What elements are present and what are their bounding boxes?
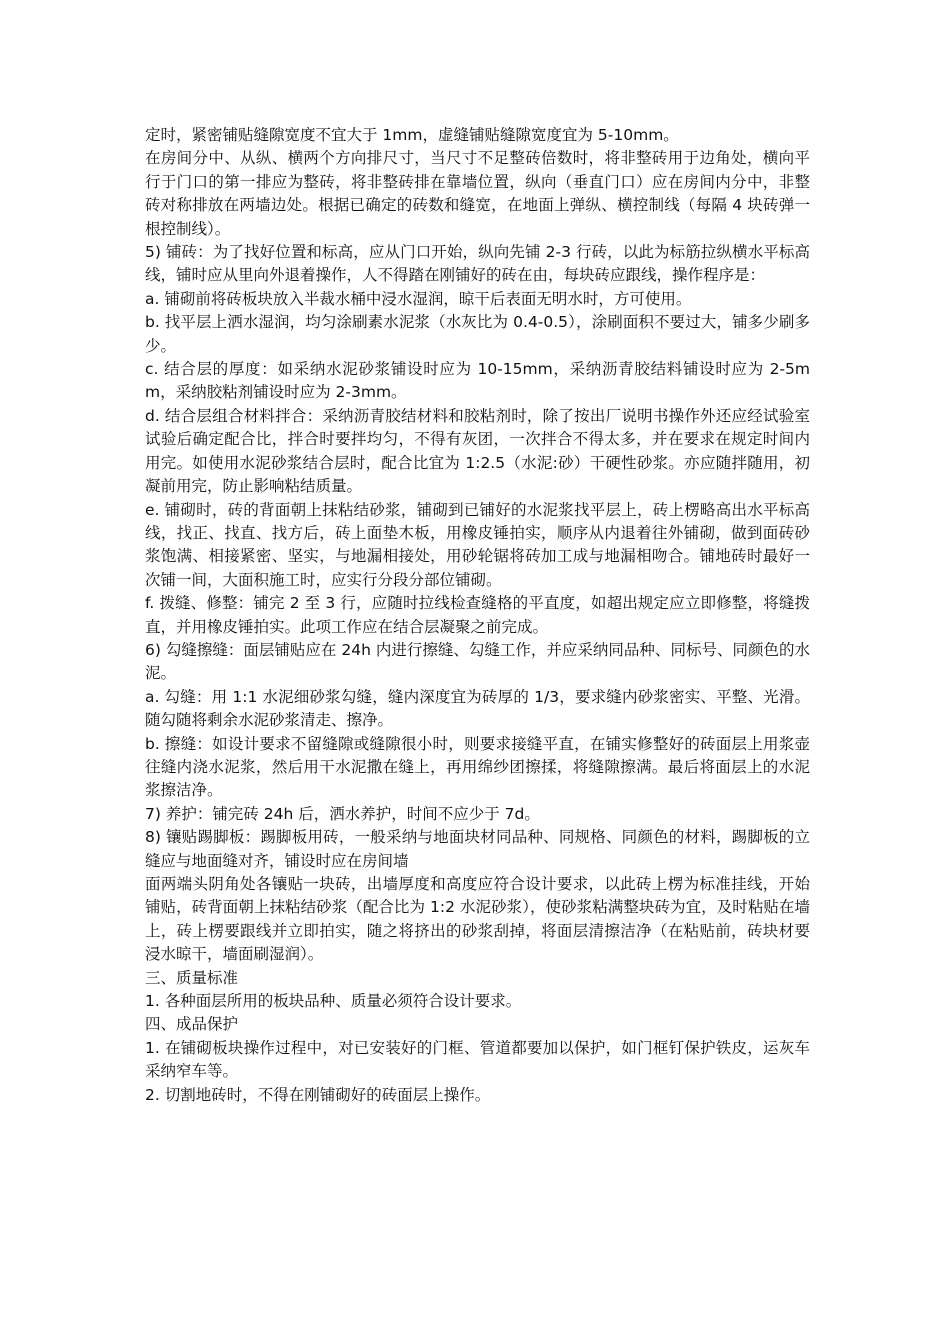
paragraph-protection-2: 2. 切割地砖时，不得在刚铺砌好的砖面层上操作。 bbox=[145, 1085, 491, 1104]
paragraph-step-e-laying: e. 铺砌时，砖的背面朝上抹粘结砂浆，铺砌到已铺好的水泥浆找平层上，砖上楞略高出水平标高线，找正、找直、找方后，砖上面垫木板，用橡皮锤拍实，顺序从内退着往外铺砌，做到面砖砂浆饱满、相接紧密、坚实，与地漏相接处，用砂轮锯将砖加工成与地漏相吻合。铺地砖时最好一次铺一间，大面积施工时，应实行分段分部位铺砌。 bbox=[145, 500, 810, 589]
paragraph-step-f-trimming: f. 拨缝、修整：铺完 2 至 3 行，应随时拉线检查缝格的平直度，如超出规定应立即修整，将缝拨直，并用橡皮锤拍实。此项工作应在结合层凝聚之前完成。 bbox=[145, 594, 810, 636]
section-heading-protection: 四、成品保护 bbox=[145, 1015, 239, 1034]
paragraph-step-6-grouting: 6) 勾缝擦缝：面层铺贴应在 24h 内进行擦缝、勾缝工作，并应采纳同品种、同标号、同颜色的水泥。 bbox=[145, 640, 810, 683]
paragraph-grout-b: b. 擦缝：如设计要求不留缝隙或缝隙很小时，则要求接缝平直，在铺实修整好的砖面层上用浆壶往缝内浇水泥浆，然后用干水泥撒在缝上，再用绵纱团擦揉，将缝隙擦满。最后将面层上的水泥浆擦洁净。 bbox=[145, 734, 810, 800]
document-body bbox=[145, 124, 810, 1107]
paragraph-step-5-laying: 5) 铺砖：为了找好位置和标高，应从门口开始，纵向先铺 2-3 行砖，以此为标筋拉纵横水平标高线，铺时应从里向外退着操作，人不得踏在刚铺好的砖在由，每块砖应跟线，操作程序是： bbox=[145, 243, 810, 285]
paragraph-step-b-slurry: b. 找平层上洒水湿润，均匀涂刷素水泥浆（水灰比为 0.4-0.5），涂刷面积不要过大，铺多少刷多少。 bbox=[145, 313, 810, 355]
paragraph-step-d-mixing: d. 结合层组合材料拌合：采纳沥青胶结材料和胶粘剂时，除了按出厂说明书操作外还应经试验室试验后确定配合比，拌合时要拌均匀，不得有灰团，一次拌合不得太多，并在要求在规定时间内用完。如使用水泥砂浆结合层时，配合比宜为 1:2.5（水泥:砂）干硬性砂浆。亦应随拌随用，初凝前用完，防止影响粘结质量。 bbox=[145, 406, 810, 496]
paragraph-step-c-thickness: c. 结合层的厚度：如采纳水泥砂浆铺设时应为 10-15mm，采纳沥青胶结料铺设时应为 2-5mm，采纳胶粘剂铺设时应为 2-3mm。 bbox=[145, 360, 810, 402]
paragraph-layout-lines: 在房间分中、从纵、横两个方向排尺寸，当尺寸不足整砖倍数时，将非整砖用于边角处，横向平行于门口的第一排应为整砖，将非整砖排在靠墙位置，纵向（垂直门口）应在房间内分中，非整砖对称排放在两墙边处。根据已确定的砖数和缝宽，在地面上弹纵、横控制线（每隔 4 块砖弹一根控制线）。 bbox=[145, 149, 810, 238]
paragraph-quality-1: 1. 各种面层所用的板块品种、质量必须符合设计要求。 bbox=[145, 992, 522, 1011]
paragraph-grout-a: a. 勾缝：用 1:1 水泥细砂浆勾缝，缝内深度宜为砖厚的 1/3，要求缝内砂浆密实、平整、光滑。随勾随将剩余水泥砂浆清走、擦净。 bbox=[145, 687, 810, 730]
paragraph-gap-width: 定时，紧密铺贴缝隙宽度不宜大于 1mm，虚缝铺贴缝隙宽度宜为 5-10mm。 bbox=[145, 126, 679, 144]
section-heading-quality: 三、质量标准 bbox=[145, 968, 239, 987]
paragraph-protection-1: 1. 在铺砌板块操作过程中，对已安装好的门框、管道都要加以保护，如门框钉保护铁皮，运灰车采纳窄车等。 bbox=[145, 1038, 810, 1081]
paragraph-step-7-curing: 7) 养护：铺完砖 24h 后，洒水养护，时间不应少于 7d。 bbox=[145, 804, 540, 823]
paragraph-step-a-soak: a. 铺砌前将砖板块放入半裁水桶中浸水湿润，晾干后表面无明水时，方可使用。 bbox=[145, 289, 692, 308]
paragraph-skirting-continued: 面两端头阴角处各镶贴一块砖，出墙厚度和高度应符合设计要求，以此砖上楞为标准挂线，开始铺贴，砖背面朝上抹粘结砂浆（配合比为 1:2 水泥砂浆），使砂浆粘满整块砖为宜，及时粘贴在墙上，砖上楞要跟线并立即拍实，随之将挤出的砂浆刮掉，将面层清擦洁净（在粘贴前，砖块材要浸水晾干，墙面刷湿润）。 bbox=[145, 875, 810, 964]
paragraph-step-8-skirting: 8) 镶贴踢脚板：踢脚板用砖，一般采纳与地面块材同品种、同规格、同颜色的材料，踢脚板的立缝应与地面缝对齐，铺设时应在房间墙 bbox=[145, 828, 810, 870]
